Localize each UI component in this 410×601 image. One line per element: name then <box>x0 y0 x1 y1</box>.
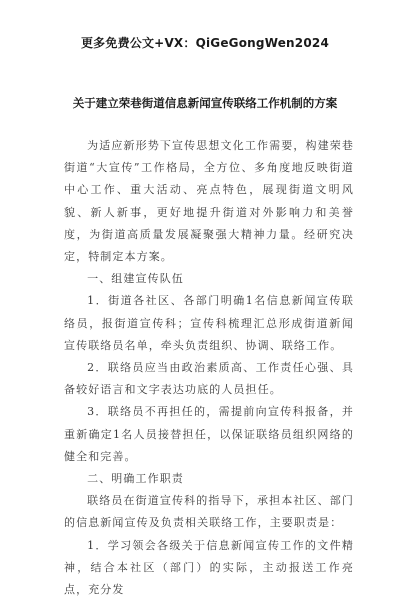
intro-paragraph: 为适应新形势下宣传思想文化工作需要，构建荣巷街道“大宣传”工作格局，全方位、多角度地反映街道中心工作、重大活动、亮点特色，展现街道文明风貌、新人新事，更好地提升街道对外影响力和美誉度，为街道高质量发展凝聚强大精神力量。经研究决定，特制定本方案。 <box>64 139 354 264</box>
section-heading-2: 二、明确工作职责 <box>87 472 184 486</box>
section-heading-1: 一、组建宣传队伍 <box>87 272 184 286</box>
list-item-2-1: 1．学习领会各级关于信息新闻宣传工作的文件精神，结合本社区（部门）的实际，主动报送工作亮点，充分发 <box>64 538 354 597</box>
watermark-header: 更多免费公文+VX：QiGeGongWen2024 <box>80 36 329 50</box>
document-body <box>64 135 354 601</box>
list-item-1-1: 1．街道各社区、各部门明确1名信息新闻宣传联络员，报街道宣传科；宣传科梳理汇总形成街道新闻宣传联络员名单，牵头负责组织、协调、联络工作。 <box>64 294 354 352</box>
section-2-intro: 联络员在街道宣传科的指导下，承担本社区、部门的信息新闻宣传及负责相关联络工作，主要职责是： <box>64 494 354 530</box>
list-item-1-2: 2．联络员应当由政治素质高、工作责任心强、具备较好语言和文字表达功底的人员担任。 <box>64 361 354 397</box>
document-title: 关于建立荣巷街道信息新闻宣传联络工作机制的方案 <box>72 96 338 110</box>
list-item-1-3: 3．联络员不再担任的，需提前向宣传科报备，并重新确定1名人员接替担任，以保证联络员组织网络的健全和完善。 <box>64 405 354 463</box>
